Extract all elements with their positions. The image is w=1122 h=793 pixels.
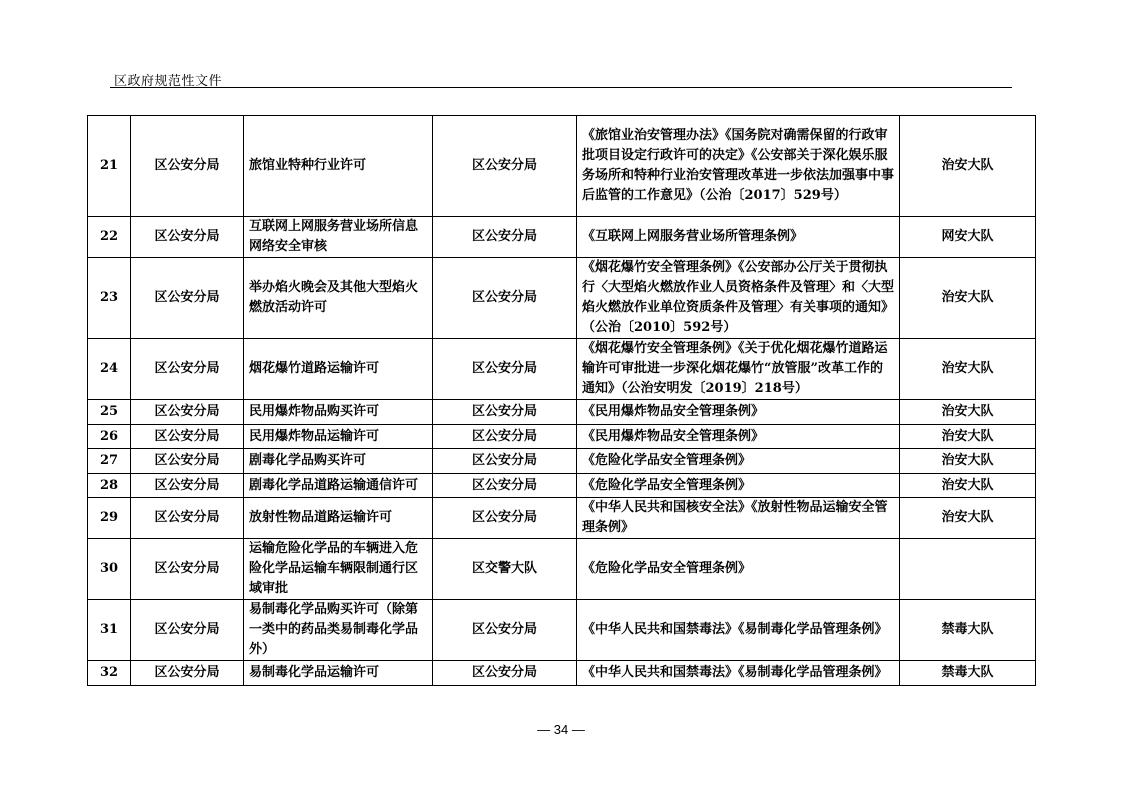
cell-org: 区交警大队 <box>433 539 577 600</box>
cell-unit: 禁毒大队 <box>900 661 1036 686</box>
table-row <box>88 258 1036 339</box>
cell-item: 举办焰火晚会及其他大型焰火燃放活动许可 <box>244 258 433 339</box>
table-row <box>88 217 1036 258</box>
cell-no: 26 <box>88 425 131 449</box>
cell-no: 25 <box>88 400 131 425</box>
cell-org: 区公安分局 <box>433 474 577 498</box>
cell-unit: 禁毒大队 <box>900 600 1036 661</box>
cell-dept: 区公安分局 <box>131 449 244 474</box>
cell-dept: 区公安分局 <box>131 258 244 339</box>
cell-no: 27 <box>88 449 131 474</box>
cell-unit: 治安大队 <box>900 425 1036 449</box>
cell-org: 区公安分局 <box>433 600 577 661</box>
cell-item: 旅馆业特种行业许可 <box>244 116 433 217</box>
cell-dept: 区公安分局 <box>131 474 244 498</box>
header-rule <box>110 87 1012 88</box>
cell-dept: 区公安分局 <box>131 539 244 600</box>
cell-dept: 区公安分局 <box>131 217 244 258</box>
cell-org: 区公安分局 <box>433 498 577 539</box>
cell-item: 民用爆炸物品购买许可 <box>244 400 433 425</box>
cell-unit <box>900 539 1036 600</box>
cell-item: 剧毒化学品购买许可 <box>244 449 433 474</box>
page-number: — 34 — <box>537 722 585 737</box>
cell-org: 区公安分局 <box>433 339 577 400</box>
cell-basis: 《中华人民共和国核安全法》《放射性物品运输安全管理条例》 <box>577 498 900 539</box>
cell-item: 放射性物品道路运输许可 <box>244 498 433 539</box>
table-row <box>88 400 1036 425</box>
cell-basis: 《民用爆炸物品安全管理条例》 <box>577 400 900 425</box>
table-row <box>88 116 1036 217</box>
cell-unit: 治安大队 <box>900 498 1036 539</box>
cell-basis: 《中华人民共和国禁毒法》《易制毒化学品管理条例》 <box>577 661 900 686</box>
cell-no: 31 <box>88 600 131 661</box>
cell-dept: 区公安分局 <box>131 116 244 217</box>
cell-dept: 区公安分局 <box>131 498 244 539</box>
table-row <box>88 474 1036 498</box>
cell-org: 区公安分局 <box>433 116 577 217</box>
cell-no: 23 <box>88 258 131 339</box>
cell-unit: 治安大队 <box>900 474 1036 498</box>
cell-org: 区公安分局 <box>433 217 577 258</box>
cell-unit: 治安大队 <box>900 400 1036 425</box>
permit-table <box>87 115 1036 686</box>
cell-basis: 《烟花爆竹安全管理条例》《关于优化烟花爆竹道路运输许可审批进一步深化烟花爆竹“放管服”改革工作的通知》（公治安明发〔2019〕218号） <box>577 339 900 400</box>
cell-no: 30 <box>88 539 131 600</box>
cell-basis: 《危险化学品安全管理条例》 <box>577 474 900 498</box>
cell-basis: 《旅馆业治安管理办法》《国务院对确需保留的行政审批项目设定行政许可的决定》《公安部关于深化娱乐服务场所和特种行业治安管理改革进一步依法加强事中事后监管的工作意见》（公治〔2017〕529号） <box>577 116 900 217</box>
cell-item: 烟花爆竹道路运输许可 <box>244 339 433 400</box>
cell-unit: 治安大队 <box>900 339 1036 400</box>
cell-dept: 区公安分局 <box>131 425 244 449</box>
table-row <box>88 600 1036 661</box>
cell-basis: 《危险化学品安全管理条例》 <box>577 539 900 600</box>
cell-no: 24 <box>88 339 131 400</box>
cell-item: 互联网上网服务营业场所信息网络安全审核 <box>244 217 433 258</box>
cell-no: 32 <box>88 661 131 686</box>
cell-basis: 《互联网上网服务营业场所管理条例》 <box>577 217 900 258</box>
table-row <box>88 539 1036 600</box>
cell-no: 22 <box>88 217 131 258</box>
cell-org: 区公安分局 <box>433 449 577 474</box>
table-row <box>88 425 1036 449</box>
cell-no: 28 <box>88 474 131 498</box>
cell-dept: 区公安分局 <box>131 339 244 400</box>
cell-basis: 《中华人民共和国禁毒法》《易制毒化学品管理条例》 <box>577 600 900 661</box>
cell-org: 区公安分局 <box>433 400 577 425</box>
cell-item: 剧毒化学品道路运输通信许可 <box>244 474 433 498</box>
table-row <box>88 498 1036 539</box>
cell-org: 区公安分局 <box>433 258 577 339</box>
cell-dept: 区公安分局 <box>131 600 244 661</box>
cell-org: 区公安分局 <box>433 425 577 449</box>
cell-unit: 治安大队 <box>900 449 1036 474</box>
cell-item: 运输危险化学品的车辆进入危险化学品运输车辆限制通行区域审批 <box>244 539 433 600</box>
cell-item: 易制毒化学品运输许可 <box>244 661 433 686</box>
cell-unit: 治安大队 <box>900 116 1036 217</box>
cell-dept: 区公安分局 <box>131 661 244 686</box>
cell-basis: 《危险化学品安全管理条例》 <box>577 449 900 474</box>
table-row <box>88 661 1036 686</box>
cell-unit: 治安大队 <box>900 258 1036 339</box>
cell-dept: 区公安分局 <box>131 400 244 425</box>
cell-basis: 《民用爆炸物品安全管理条例》 <box>577 425 900 449</box>
document-header: 区政府规范性文件 <box>114 74 223 89</box>
cell-item: 易制毒化学品购买许可（除第一类中的药品类易制毒化学品外） <box>244 600 433 661</box>
cell-org: 区公安分局 <box>433 661 577 686</box>
table-row <box>88 449 1036 474</box>
cell-item: 民用爆炸物品运输许可 <box>244 425 433 449</box>
cell-basis: 《烟花爆竹安全管理条例》《公安部办公厅关于贯彻执行〈大型焰火燃放作业人员资格条件及管理〉和〈大型焰火燃放作业单位资质条件及管理〉有关事项的通知》（公治〔2010〕592号） <box>577 258 900 339</box>
cell-unit: 网安大队 <box>900 217 1036 258</box>
table-row <box>88 339 1036 400</box>
cell-no: 29 <box>88 498 131 539</box>
cell-no: 21 <box>88 116 131 217</box>
